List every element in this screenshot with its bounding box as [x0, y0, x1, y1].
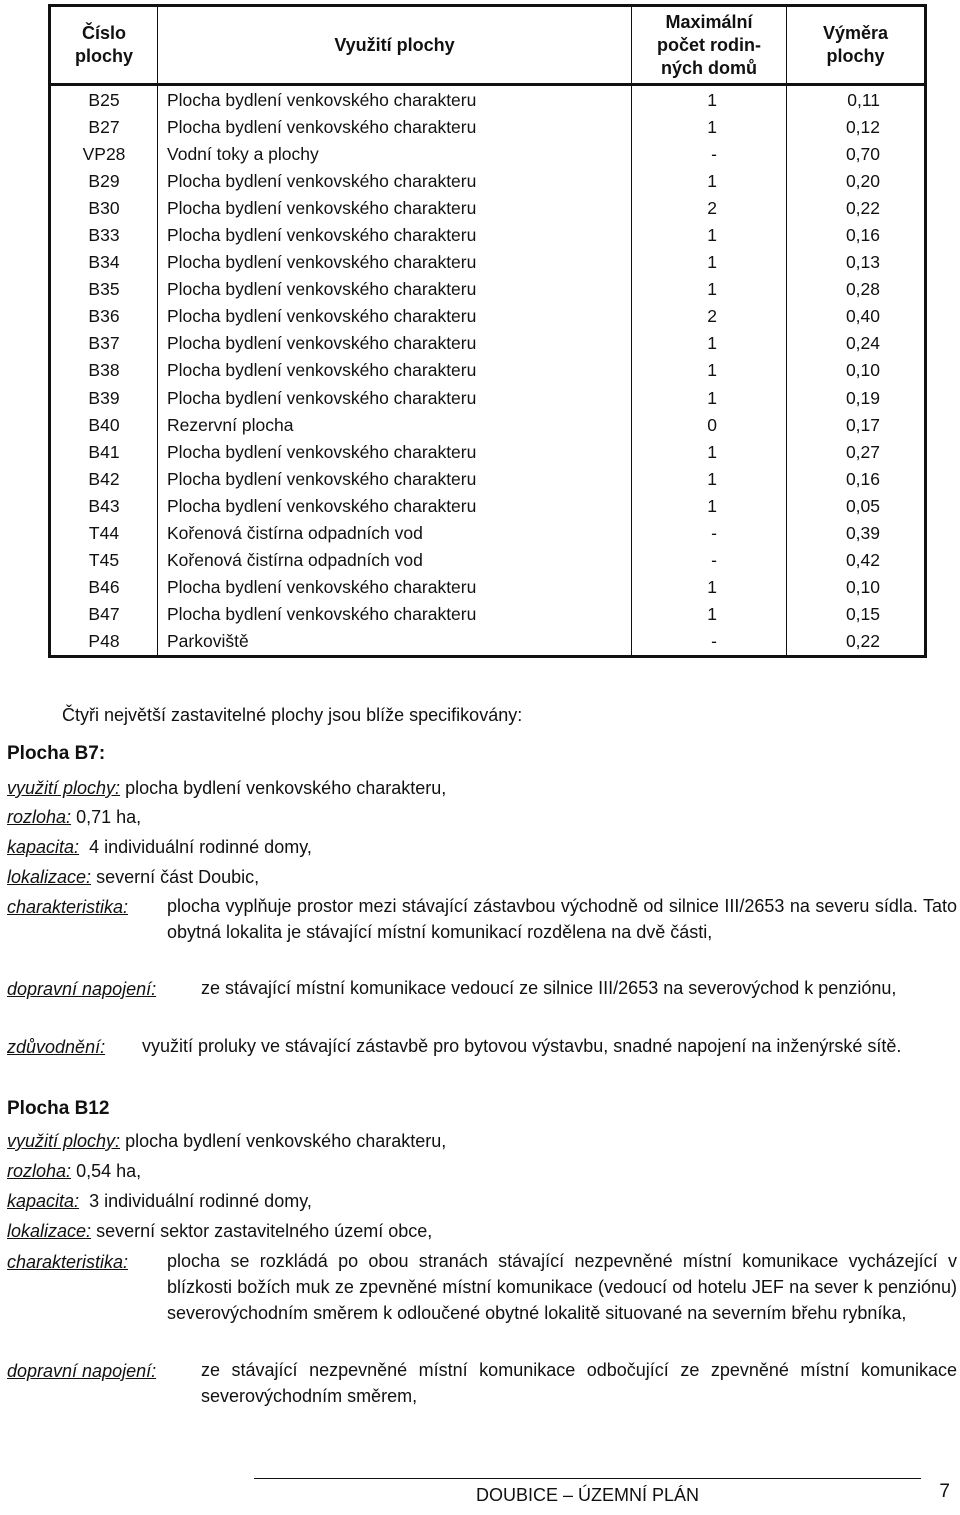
b7-lokalizace-label: lokalizace: [7, 867, 92, 887]
cell-max: - [632, 140, 787, 167]
b12-vyuziti-value: plocha bydlení venkovského charakteru, [125, 1131, 447, 1151]
b7-kapacita-label: kapacita: [7, 837, 80, 857]
cell-use: Kořenová čistírna odpadních vod [158, 520, 632, 547]
b7-vyuziti [7, 777, 446, 799]
cell-area: 0,22 [787, 194, 926, 221]
cell-max: 1 [632, 574, 787, 601]
cell-max: 1 [632, 113, 787, 140]
cell-use: Plocha bydlení venkovského charakteru [158, 330, 632, 357]
cell-code: B42 [88, 468, 120, 489]
cell-max: 1 [632, 357, 787, 384]
cell-use: Plocha bydlení venkovského charakteru [158, 113, 632, 140]
cell-max: - [632, 547, 787, 574]
footer-title: DOUBICE – ÚZEMNÍ PLÁN [475, 1485, 700, 1505]
b7-charakteristika-label-line [7, 896, 128, 918]
cell-code: B37 [88, 333, 120, 354]
b12-kapacita-value: 3 individuální rodinné domy, [89, 1191, 312, 1211]
cell-area: 0,16 [787, 221, 926, 248]
b7-rozloha [7, 806, 141, 828]
b7-lokalizace [7, 866, 259, 888]
b12-doprava-label: dopravní napojení: [7, 1361, 157, 1381]
cell-use: Plocha bydlení venkovského charakteru [158, 438, 632, 465]
cell-max: 1 [632, 221, 787, 248]
cell-area: 0,13 [787, 249, 926, 276]
header-max: Maximální počet rodin- ných domů [632, 6, 787, 85]
b12-doprava: ze stávající nezpevněné místní komunikace odbočující ze zpevněné místní komunikace severovýchodním směrem, [201, 1360, 957, 1406]
cell-code: B38 [88, 360, 120, 381]
cell-use: Plocha bydlení venkovského charakteru [158, 85, 632, 114]
cell-max: - [632, 628, 787, 657]
b7-doprava-label: dopravní napojení: [7, 979, 157, 999]
cell-area: 0,70 [787, 140, 926, 167]
cell-max: 1 [632, 249, 787, 276]
b12-lokalizace-label: lokalizace: [7, 1221, 92, 1241]
cell-max: 1 [632, 465, 787, 492]
cell-code: VP28 [82, 143, 126, 164]
cell-max: 1 [632, 384, 787, 411]
cell-code: B41 [88, 441, 120, 462]
cell-max: 1 [632, 85, 787, 114]
cell-area: 0,12 [787, 113, 926, 140]
b7-lokalizace-value: severní část Doubic, [96, 867, 260, 887]
cell-use: Kořenová čistírna odpadních vod [158, 547, 632, 574]
b12-title: Plocha B12 [7, 1098, 110, 1119]
header-area: Výměra plochy [787, 6, 926, 85]
b12-charakteristika-label-line [7, 1251, 128, 1273]
cell-area: 0,28 [787, 276, 926, 303]
cell-area: 0,19 [787, 384, 926, 411]
b12-kapacita-label: kapacita: [7, 1191, 80, 1211]
b7-doprava: ze stávající místní komunikace vedoucí ze silnice III/2653 na severovýchod k penziónu, [201, 978, 897, 998]
cell-code: P48 [88, 631, 120, 652]
b7-doprava-label-line [7, 978, 156, 1000]
b12-vyuziti-label: využití plochy: [7, 1131, 121, 1151]
cell-area: 0,20 [787, 167, 926, 194]
b12-kapacita [7, 1190, 312, 1212]
cell-code: T45 [88, 550, 120, 571]
b12-rozloha [7, 1160, 141, 1182]
b7-charakteristika: plocha vyplňuje prostor mezi stávající zástavbou východně od silnice III/2653 na severu sídla. Tato obytná lokalita je stávající místní komunikací rozdělena na dvě části, [167, 896, 957, 942]
cell-max: 1 [632, 492, 787, 519]
cell-use: Plocha bydlení venkovského charakteru [158, 492, 632, 519]
cell-use: Plocha bydlení venkovského charakteru [158, 276, 632, 303]
cell-max: 1 [632, 276, 787, 303]
cell-area: 0,27 [787, 438, 926, 465]
cell-area: 0,16 [787, 465, 926, 492]
cell-use: Plocha bydlení venkovského charakteru [158, 249, 632, 276]
cell-code: B33 [88, 225, 120, 246]
cell-area: 0,15 [787, 601, 926, 628]
cell-max: - [632, 520, 787, 547]
b7-vyuziti-label: využití plochy: [7, 778, 121, 798]
intro-text: Čtyři největší zastavitelné plochy jsou blíže specifikovány: [62, 705, 523, 725]
cell-use: Plocha bydlení venkovského charakteru [158, 167, 632, 194]
cell-code: B25 [88, 89, 120, 110]
b7-charakteristika-label: charakteristika: [7, 897, 129, 917]
b7-zduvodneni-label: zdůvodnění: [7, 1037, 106, 1057]
b7-kapacita [7, 836, 312, 858]
cell-max: 0 [632, 411, 787, 438]
cell-area: 0,10 [787, 574, 926, 601]
cell-max: 2 [632, 194, 787, 221]
cell-use: Plocha bydlení venkovského charakteru [158, 574, 632, 601]
b12-charakteristika: plocha se rozkládá po obou stranách stávající nezpevněné místní komunikace vycházející v blízkosti božích muk ze zpevněné místní komunikace (vedoucí od hotelu JEF na sever k penziónu) severovýchodním směrem k odloučené obytné lokalitě situované na severním břehu rybníka, [167, 1251, 957, 1323]
b12-doprava-label-line [7, 1360, 156, 1382]
cell-code: B30 [88, 197, 120, 218]
cell-code: B34 [88, 252, 120, 273]
cell-use: Plocha bydlení venkovského charakteru [158, 303, 632, 330]
b7-kapacita-value: 4 individuální rodinné domy, [89, 837, 312, 857]
cell-area: 0,40 [787, 303, 926, 330]
b7-rozloha-value: 0,71 ha, [76, 807, 142, 827]
cell-area: 0,05 [787, 492, 926, 519]
cell-use: Plocha bydlení venkovského charakteru [158, 384, 632, 411]
b7-title: Plocha B7: [7, 743, 106, 764]
cell-max: 1 [632, 601, 787, 628]
cell-use: Rezervní plocha [158, 411, 632, 438]
cell-area: 0,39 [787, 520, 926, 547]
cell-max: 1 [632, 330, 787, 357]
b12-lokalizace [7, 1220, 432, 1242]
cell-use: Plocha bydlení venkovského charakteru [158, 465, 632, 492]
cell-use: Parkoviště [158, 628, 632, 657]
specification-section [7, 0, 957, 1515]
cell-area: 0,22 [787, 628, 926, 657]
cell-code: T44 [88, 523, 120, 544]
cell-use: Vodní toky a plochy [158, 140, 632, 167]
cell-use: Plocha bydlení venkovského charakteru [158, 194, 632, 221]
cell-code: B46 [88, 577, 120, 598]
cell-max: 2 [632, 303, 787, 330]
b12-lokalizace-value: severní sektor zastavitelného území obce, [96, 1221, 433, 1241]
cell-code: B36 [88, 306, 120, 327]
cell-code: B43 [88, 495, 120, 516]
b12-vyuziti [7, 1130, 446, 1152]
b7-vyuziti-value: plocha bydlení venkovského charakteru, [125, 778, 447, 798]
header-code: Číslo plochy [50, 6, 158, 85]
cell-area: 0,11 [787, 85, 926, 114]
page-number: 7 [939, 1481, 950, 1502]
b12-charakteristika-label: charakteristika: [7, 1252, 129, 1272]
cell-use: Plocha bydlení venkovského charakteru [158, 601, 632, 628]
b7-zduvodneni: využití proluky ve stávající zástavbě pro bytovou výstavbu, snadné napojení na inženýrské sítě. [142, 1036, 902, 1056]
cell-use: Plocha bydlení venkovského charakteru [158, 357, 632, 384]
cell-code: B27 [88, 116, 120, 137]
cell-code: B29 [88, 170, 120, 191]
b12-rozloha-label: rozloha: [7, 1161, 72, 1181]
cell-use: Plocha bydlení venkovského charakteru [158, 221, 632, 248]
cell-area: 0,42 [787, 547, 926, 574]
b12-rozloha-value: 0,54 ha, [76, 1161, 142, 1181]
cell-area: 0,10 [787, 357, 926, 384]
cell-code: B47 [88, 604, 120, 625]
cell-area: 0,24 [787, 330, 926, 357]
cell-max: 1 [632, 438, 787, 465]
cell-code: B40 [88, 414, 120, 435]
cell-max: 1 [632, 167, 787, 194]
b7-zduvodneni-label-line [7, 1036, 105, 1058]
cell-code: B35 [88, 279, 120, 300]
header-use: Využití plochy [158, 6, 632, 85]
b7-rozloha-label: rozloha: [7, 807, 72, 827]
footer-rule [254, 1478, 921, 1479]
cell-code: B39 [88, 387, 120, 408]
cell-area: 0,17 [787, 411, 926, 438]
